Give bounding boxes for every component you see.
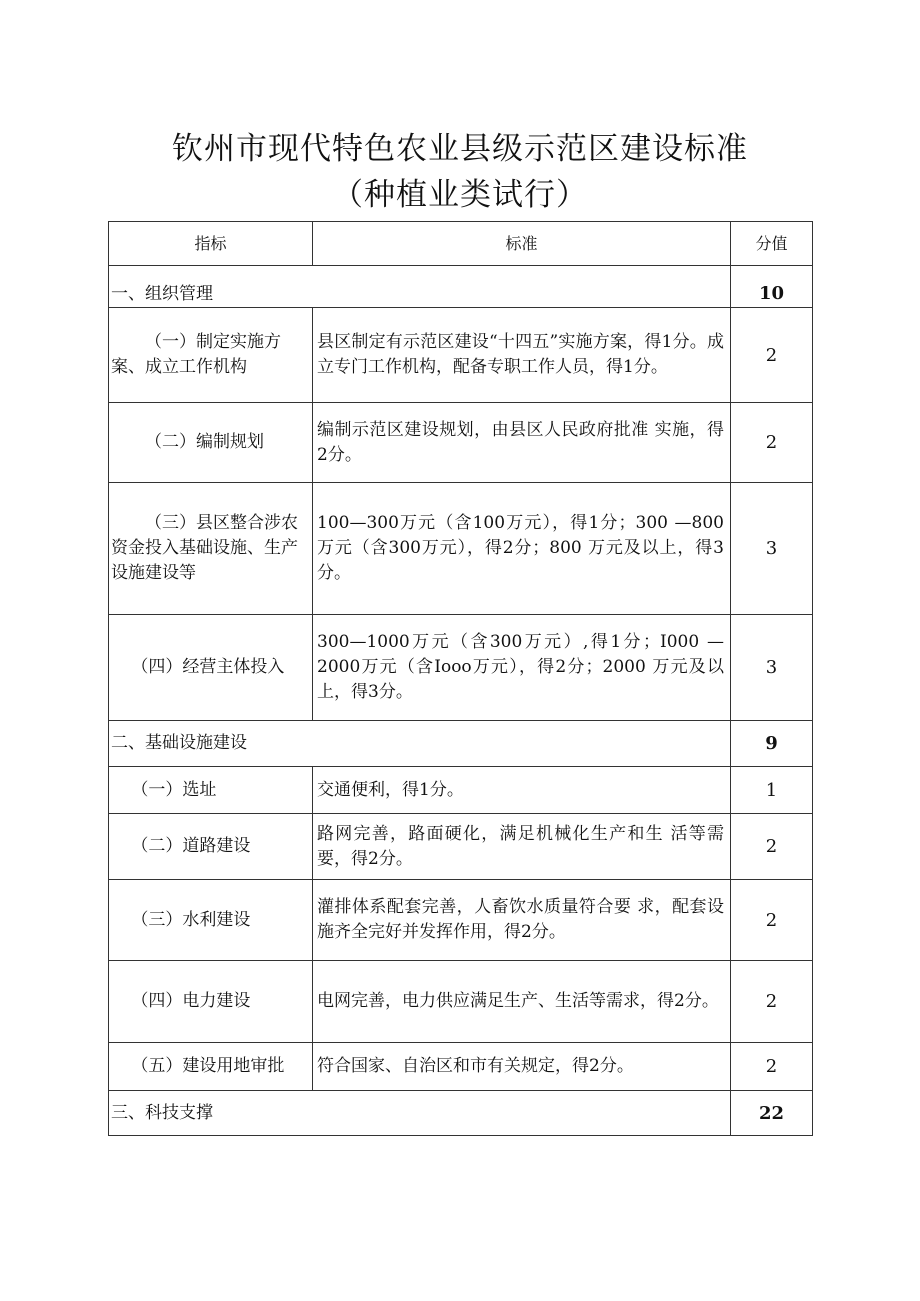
standard-cell: 100—300万元（含100万元），得1分；300 —800万元（含300万元），得2分；800 万元及以上，得3分。 [313, 483, 731, 615]
standard-cell: 电网完善，电力供应满足生产、生活等需求，得2分。 [313, 961, 731, 1043]
document-title: 钦州市现代特色农业县级示范区建设标准 [172, 131, 748, 167]
standard-cell: 300—1000万元（含300万元）,得1分；I000 —2000万元（含Iooo万元），得2分；2000 万元及以上，得3分。 [313, 615, 731, 721]
section-label: 三、科技支撑 [109, 1091, 731, 1136]
standard-cell: 县区制定有示范区建设“十四五”实施方案，得1分。成立专门工作机构，配备专职工作人员，得1分。 [313, 308, 731, 403]
score-cell: 3 [731, 483, 813, 615]
score-cell: 2 [731, 1043, 813, 1091]
section-row [109, 721, 813, 767]
indicator-cell: （五）建设用地审批 [109, 1043, 313, 1091]
document-subtitle: （种植业类试行） [332, 177, 588, 213]
score-cell: 2 [731, 403, 813, 483]
standard-cell: 灌排体系配套完善，人畜饮水质量符合要 求，配套设施齐全完好并发挥作用，得2分。 [313, 880, 731, 961]
header-indicator: 指标 [109, 222, 313, 266]
indicator-cell: （一）选址 [109, 767, 313, 814]
section-score: 9 [731, 721, 813, 767]
table-row [109, 483, 813, 615]
section-label: 二、基础设施建设 [109, 721, 731, 767]
table-row [109, 403, 813, 483]
standards-table [108, 221, 813, 1136]
header-row [109, 222, 813, 266]
section-label: 一、组织管理 [109, 266, 731, 308]
indicator-cell: （一）制定实施方案、成立工作机构 [109, 308, 313, 403]
indicator-cell: （三）水利建设 [109, 880, 313, 961]
score-cell: 3 [731, 615, 813, 721]
standard-cell: 交通便利，得1分。 [313, 767, 731, 814]
section-row [109, 1091, 813, 1136]
standard-cell: 路网完善，路面硬化，满足机械化生产和生 活等需要，得2分。 [313, 814, 731, 880]
standard-cell: 编制示范区建设规划，由县区人民政府批准 实施，得2分。 [313, 403, 731, 483]
table-row [109, 767, 813, 814]
indicator-cell: （四）电力建设 [109, 961, 313, 1043]
score-cell: 2 [731, 814, 813, 880]
score-cell: 2 [731, 961, 813, 1043]
table-row [109, 814, 813, 880]
header-score: 分值 [731, 222, 813, 266]
table-row [109, 1043, 813, 1091]
table-row [109, 961, 813, 1043]
standard-cell: 符合国家、自治区和市有关规定，得2分。 [313, 1043, 731, 1091]
score-cell: 2 [731, 308, 813, 403]
section-score: 10 [731, 266, 813, 308]
indicator-cell: （四）经营主体投入 [109, 615, 313, 721]
table-row [109, 880, 813, 961]
score-cell: 2 [731, 880, 813, 961]
indicator-cell: （二）编制规划 [109, 403, 313, 483]
table-row [109, 615, 813, 721]
indicator-cell: （三）县区整合涉农资金投入基础设施、生产设施建设等 [109, 483, 313, 615]
header-standard: 标准 [313, 222, 731, 266]
indicator-cell: （二）道路建设 [109, 814, 313, 880]
score-cell: 1 [731, 767, 813, 814]
section-score: 22 [731, 1091, 813, 1136]
table-row [109, 308, 813, 403]
section-row [109, 266, 813, 308]
